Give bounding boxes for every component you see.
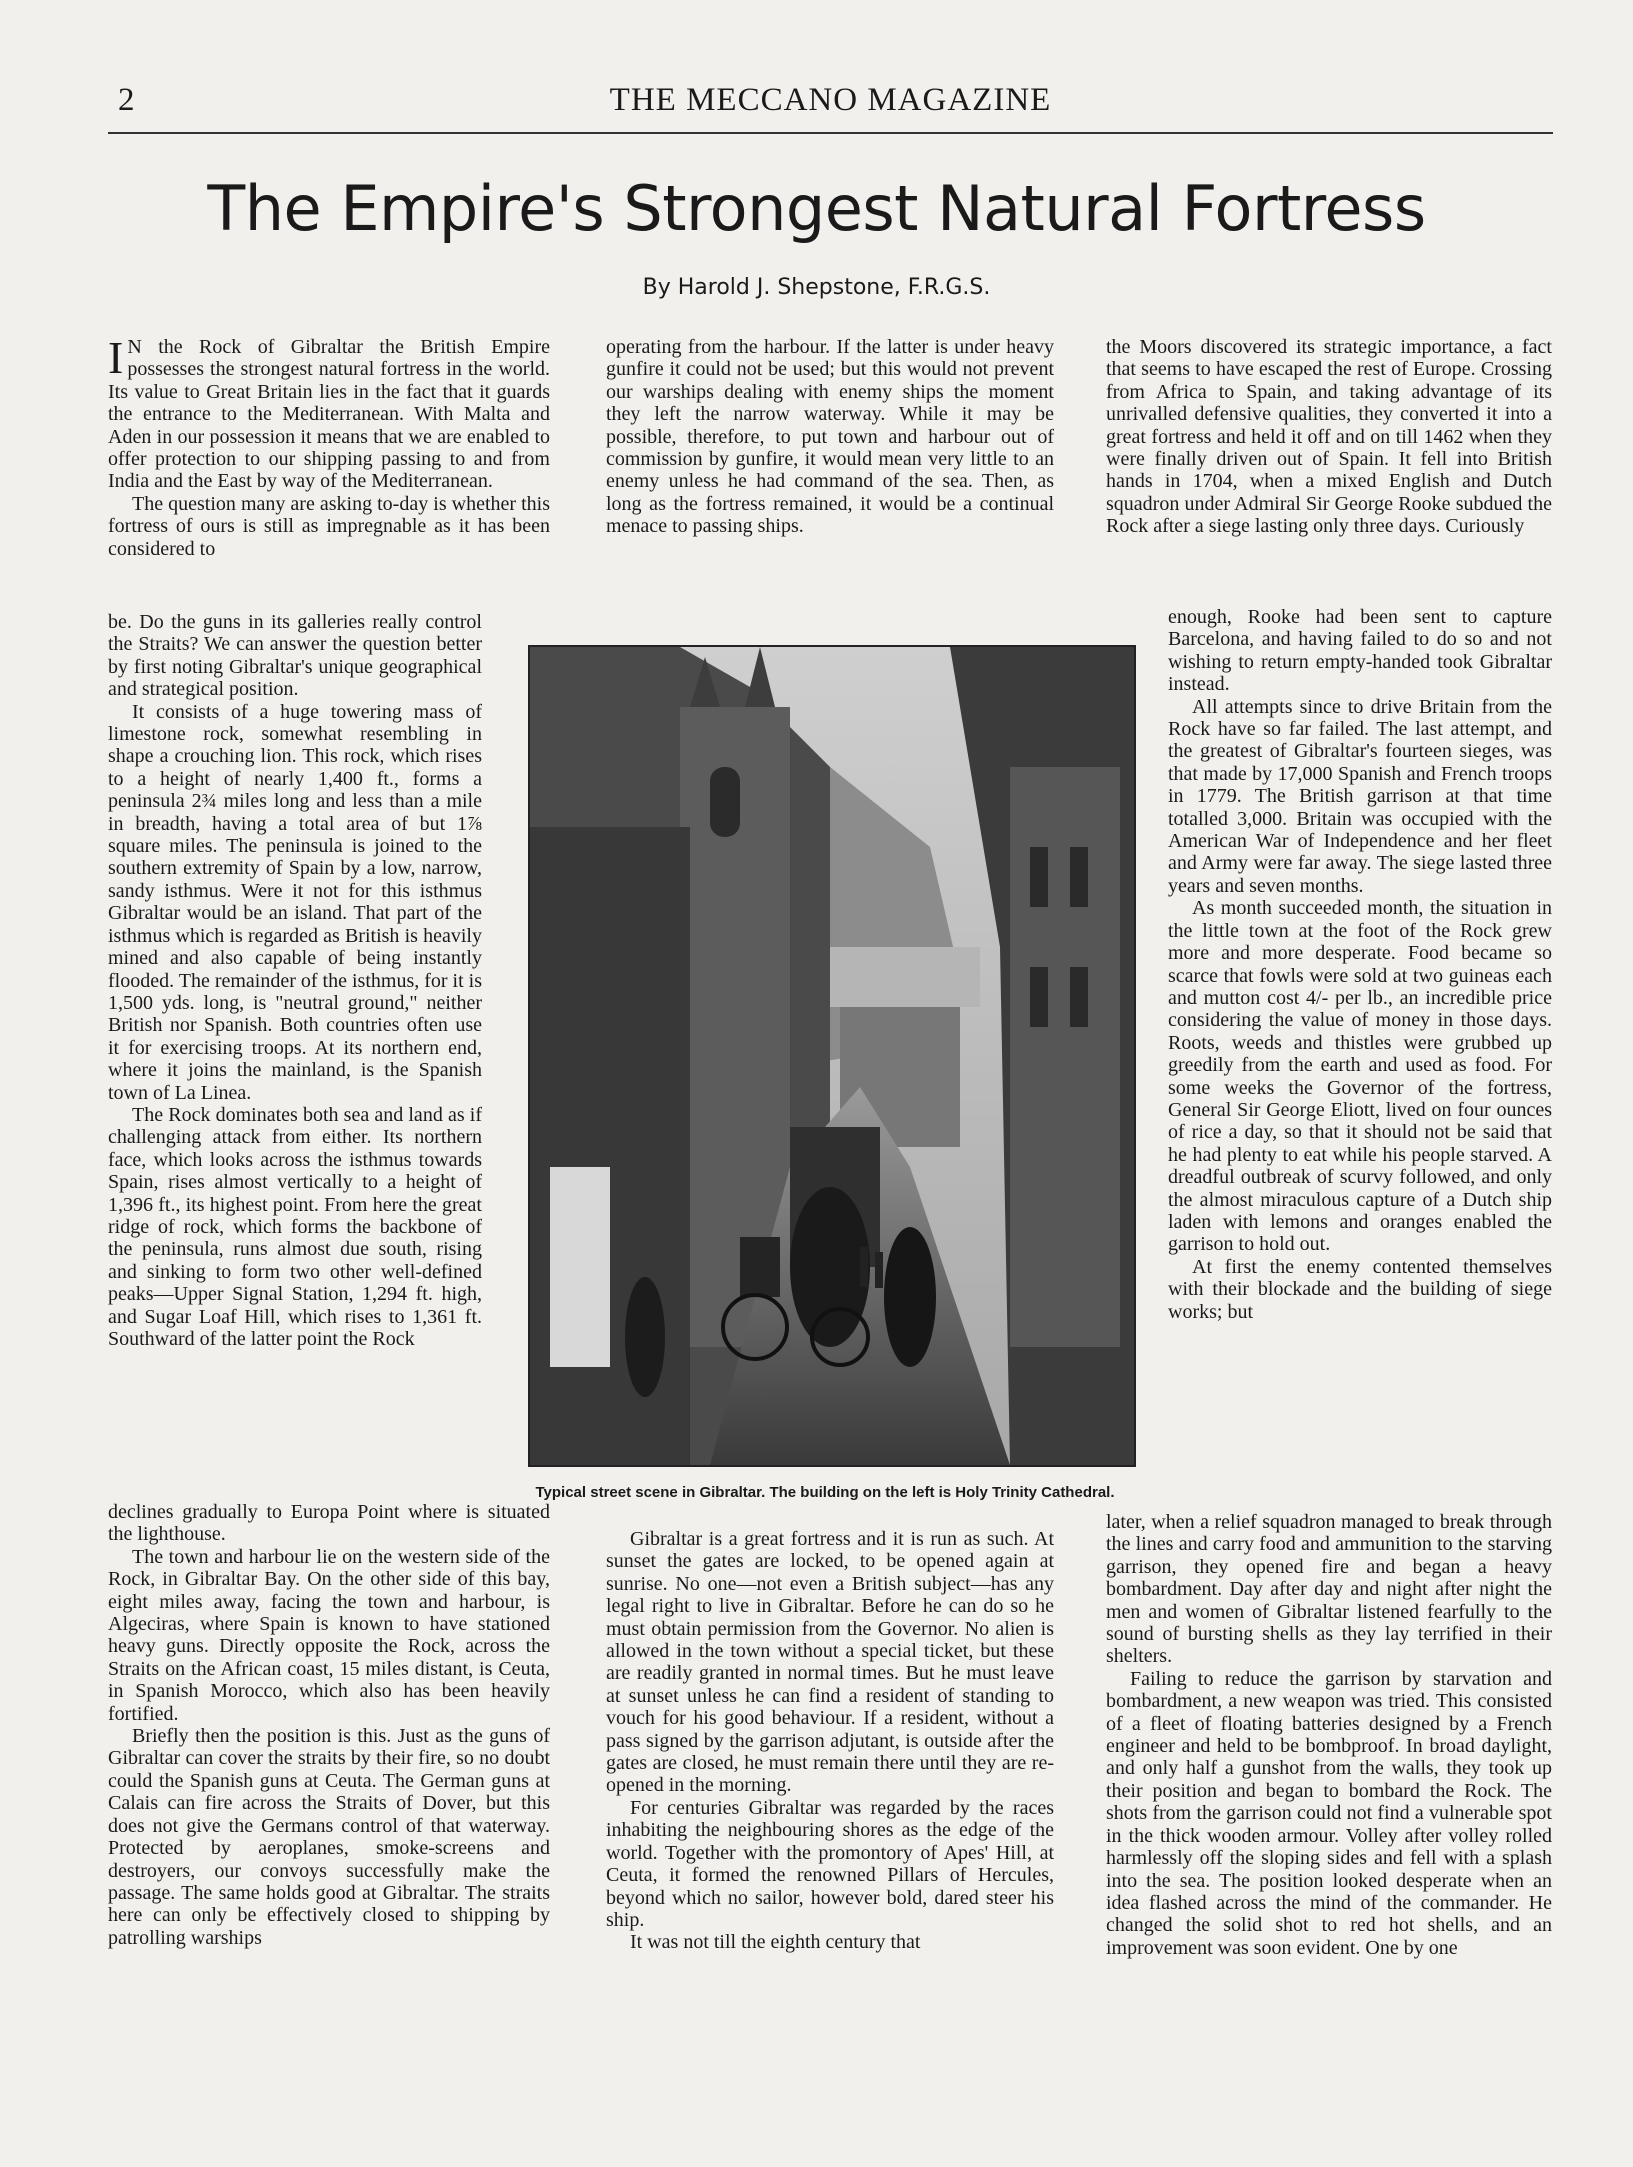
paragraph: operating from the harbour. If the latter is under heavy gunfire it could not be used; but this would not prevent our warships dealing with enemy ships the moment they left the narrow waterway. While it may be possible, therefore, to put town and harbour out of commission by gunfire, it would mean very little to an enemy unless he had command of the sea. Then, as long as the fortress remained, it would be a continual menace to passing ships. — [606, 336, 1054, 538]
paragraph: the Moors discovered its strategic importance, a fact that seems to have escaped the rest of Europe. Crossing from Africa to Spain, and taking advantage of its unrivalled defensive qualities, they converted it into a great fortress and held it off and on till 1462 when they were finally driven out of Spain. It fell into British hands in 1704, when a mixed English and Dutch squadron under Admiral Sir George Rooke subdued the Rock after a siege lasting only three days. Curiously — [1106, 336, 1552, 538]
paragraph: be. Do the guns in its galleries really control the Straits? We can answer the question better by first noting Gibraltar's unique geographical and strategical position. — [108, 611, 482, 701]
paragraph: Briefly then the position is this. Just as the guns of Gibraltar can cover the straits by their fire, so no doubt could the Spanish guns at Ceuta. The German guns at Calais can fire across the Straits of Dover, but this does not give the Germans control of that waterway. Protected by aeroplanes, smoke-screens and destroyers, our convoys successfully make the passage. The same holds good at Gibraltar. The straits here can only be effectively closed to shipping by patrolling warships — [108, 1725, 550, 1949]
article-title: The Empire's Strongest Natural Fortress — [207, 172, 1426, 245]
paragraph: enough, Rooke had been sent to capture Barcelona, and having failed to do so and not wishing to return empty-handed took Gibraltar instead. — [1168, 606, 1552, 696]
photo-caption: Typical street scene in Gibraltar. The building on the left is Holy Trinity Cathedral. — [535, 1484, 1115, 1501]
drop-cap: I — [108, 336, 124, 383]
column-2-top — [606, 336, 1054, 606]
paragraph: declines gradually to Europa Point where is situated the lighthouse. — [108, 1501, 550, 1546]
paragraph: It consists of a huge towering mass of limestone rock, somewhat resembling in shape a crouching lion. This rock, which rises to a height of nearly 1,400 ft., forms a peninsula 2¾ miles long and less than a mile in breadth, having a total area of but 1⅞ square miles. The peninsula is joined to the southern extremity of Spain by a low, narrow, sandy isthmus. Were it not for this isthmus Gibraltar would be an island. That part of the isthmus which is regarded as British is heavily mined and also capable of being instantly flooded. The remainder of the isthmus, for it is 1,500 yds. long, is "neutral ground," neither British nor Spanish. Both countries often use it for exercising troops. At its northern end, where it joins the mainland, is the Spanish town of La Linea. — [108, 700, 482, 1104]
column-1-middle — [108, 611, 482, 1501]
paragraph: The question many are asking to-day is whether this fortress of ours is still as impregnable as it has been considered to — [108, 492, 550, 560]
article-byline: By Harold J. Shepstone, F.R.G.S. — [642, 275, 991, 300]
column-1-bottom — [108, 1501, 550, 2081]
column-1-top — [108, 336, 550, 611]
magazine-title: THE MECCANO MAGAZINE — [609, 82, 1052, 118]
paragraph: Failing to reduce the garrison by starvation and bombardment, a new weapon was tried. This consisted of a fleet of floating batteries designed by a French engineer and held to be bombproof. In broad daylight, and only half a gunshot from the walls, they took up their position and began to bombard the Rock. The shots from the garrison could not find a vulnerable spot in the thick wooden armour. Volley after volley rolled harmlessly off the sloping sides and fell with a splash into the sea. The position looked desperate when an idea flashed across the mind of the commander. He changed the solid shot to red hot shells, and an improvement was soon evident. One by one — [1106, 1667, 1552, 1959]
paragraph: For centuries Gibraltar was regarded by the races inhabiting the neighbouring shores as the edge of the world. Together with the promontory of Apes' Hill, at Ceuta, it formed the renowned Pillars of Hercules, beyond which no sailor, however bold, dared steer his ship. — [606, 1796, 1054, 1931]
paragraph: All attempts since to drive Britain from the Rock have so far failed. The last attempt, and the greatest of Gibraltar's fourteen sieges, was that made by 17,000 Spanish and French troops in 1779. The British garrison at that time totalled 3,000. Britain was occupied with the American War of Independence and her fleet and Army were far away. The siege lasted three years and seven months. — [1168, 695, 1552, 897]
page-header — [108, 78, 1553, 134]
street-scene-illustration — [530, 647, 1134, 1465]
paragraph: Gibraltar is a great fortress and it is run as such. At sunset the gates are locked, to be opened again at sunrise. No one—not even a British subject—has any legal right to live in Gibraltar. Before he can do so he must obtain permission from the Governor. No alien is allowed in the town without a special ticket, but these are readily granted in normal times. But he must leave at sunset unless he can find a resident of standing to vouch for his good behaviour. If a resident, without a pass signed by the garrison adjutant, is outside after the gates are closed, he must remain there until they are re-opened in the morning. — [606, 1528, 1054, 1797]
paragraph: later, when a relief squadron managed to break through the lines and carry food and ammunition to the starving garrison, they opened fire and began a heavy bombardment. Day after day and night after night the men and women of Gibraltar listened fearfully to the sound of bursting shells as they lay terrified in their shelters. — [1106, 1511, 1552, 1668]
paragraph: The Rock dominates both sea and land as if challenging attack from either. Its northern face, which looks across the isthmus towards Spain, rises almost vertically to a height of 1,396 ft., its highest point. From here the great ridge of rock, which forms the backbone of the peninsula, runs almost due south, rising and sinking to form two other well-defined peaks—Upper Signal Station, 1,294 ft. high, and Sugar Loaf Hill, which rises to 1,361 ft. Southward of the latter point the Rock — [108, 1103, 482, 1350]
column-3-middle — [1168, 606, 1552, 1511]
paragraph: As month succeeded month, the situation in the little town at the foot of the Rock grew more and more desperate. Food became so scarce that fowls were sold at two guineas each and mutton cost 4/- per lb., an incredible price considering the value of money in those days. Roots, weeds and thistles were grubbed up greedily from the earth and used as food. For some weeks the Governor of the fortress, General Sir George Eliott, lived on four ounces of rice a day, so that it should not be said that he had plenty to eat while his people starved. A dreadful outbreak of scurvy followed, and only the almost miraculous capture of a Dutch ship laden with lemons and oranges enabled the garrison to hold out. — [1168, 897, 1552, 1256]
column-3-bottom — [1106, 1511, 1552, 2086]
paragraph: The town and harbour lie on the western side of the Rock, in Gibraltar Bay. On the other side of this bay, eight miles away, facing the town and harbour, is Algeciras, where Spain is known to have stationed heavy guns. Directly opposite the Rock, across the Straits on the African coast, 15 miles distant, is Ceuta, in Spanish Morocco, which also has been heavily fortified. — [108, 1545, 550, 1725]
column-2-bottom — [606, 1528, 1054, 2088]
street-photo — [528, 645, 1136, 1467]
paragraph: At first the enemy contented themselves with their blockade and the building of siege works; but — [1168, 1255, 1552, 1323]
paragraph: I N the Rock of Gibraltar the British Empire possesses the strongest natural fortress in the world. Its value to Great Britain lies in the fact that it guards the entrance to the Mediterranean. With Malta and Aden in our possession it means that we are enabled to offer protection to our shipping passing to and from India and the East by way of the Mediterranean. — [108, 336, 550, 493]
page-number: 2 — [118, 82, 135, 118]
column-3-top — [1106, 336, 1552, 606]
paragraph: It was not till the eighth century that — [630, 1931, 921, 1954]
